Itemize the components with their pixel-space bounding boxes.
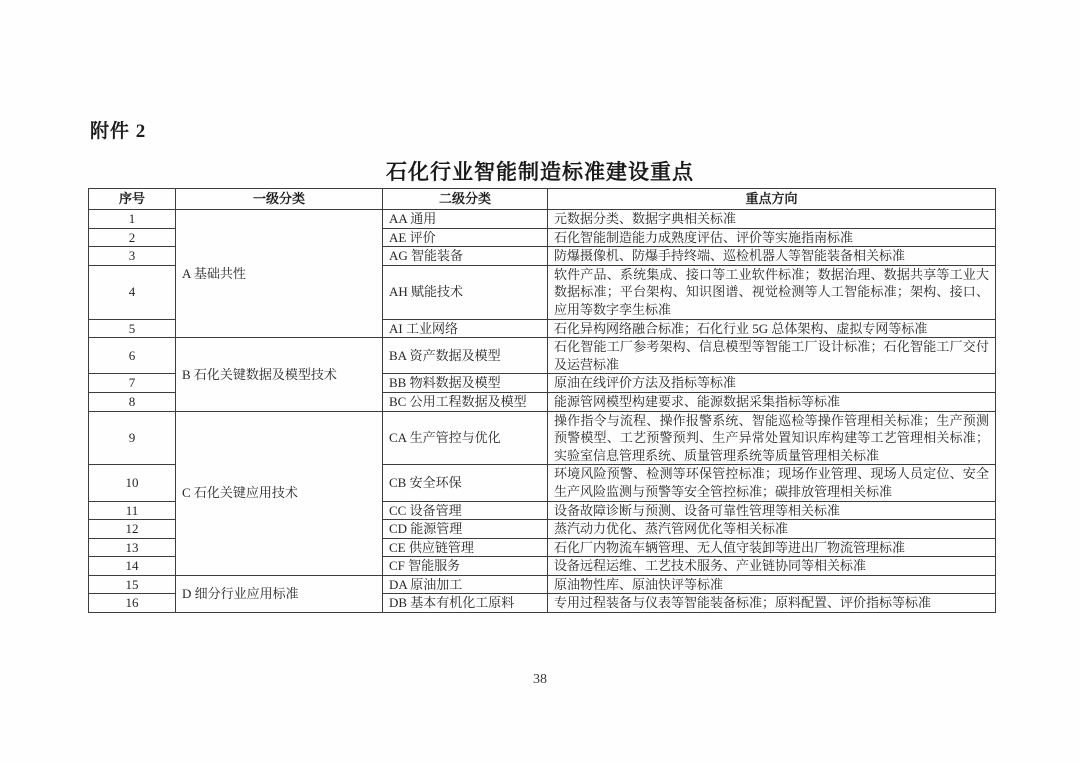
row-no: 12: [89, 520, 176, 539]
focus-cell: 石化智能制造能力成熟度评估、评价等实施指南标准: [548, 228, 996, 247]
table-header-row: [89, 189, 996, 210]
focus-cell: 能源管网模型构建要求、能源数据采集指标等标准: [548, 392, 996, 411]
subcategory-cell: CB 安全环保: [383, 465, 548, 501]
focus-cell: 石化异构网络融合标准；石化行业 5G 总体架构、虚拟专网等标准: [548, 319, 996, 338]
focus-cell: 环境风险预警、检测等环保管控标准；现场作业管理、现场人员定位、安全生产风险监测与预警等安全管控标准；碳排放管理相关标准: [548, 465, 996, 501]
row-no: 16: [89, 594, 176, 613]
subcategory-cell: CD 能源管理: [383, 520, 548, 539]
focus-cell: 原油物性库、原油快评等标准: [548, 575, 996, 594]
row-no: 6: [89, 338, 176, 374]
col-header-category: 一级分类: [176, 189, 383, 210]
row-no: 4: [89, 265, 176, 319]
row-no: 3: [89, 247, 176, 266]
table-row: [89, 338, 996, 374]
focus-cell: 原油在线评价方法及指标等标准: [548, 374, 996, 393]
focus-cell: 设备故障诊断与预测、设备可靠性管理等相关标准: [548, 501, 996, 520]
subcategory-cell: AE 评价: [383, 228, 548, 247]
category-cell: C 石化关键应用技术: [176, 411, 383, 575]
col-header-focus: 重点方向: [548, 189, 996, 210]
focus-cell: 元数据分类、数据字典相关标准: [548, 210, 996, 229]
subcategory-cell: DB 基本有机化工原料: [383, 594, 548, 613]
row-no: 13: [89, 538, 176, 557]
subcategory-cell: BA 资产数据及模型: [383, 338, 548, 374]
row-no: 8: [89, 392, 176, 411]
attachment-label: 附件 2: [90, 121, 147, 142]
subcategory-cell: CC 设备管理: [383, 501, 548, 520]
category-cell: B 石化关键数据及模型技术: [176, 338, 383, 411]
row-no: 14: [89, 557, 176, 576]
subcategory-cell: BB 物料数据及模型: [383, 374, 548, 393]
subcategory-cell: BC 公用工程数据及模型: [383, 392, 548, 411]
subcategory-cell: AI 工业网络: [383, 319, 548, 338]
row-no: 9: [89, 411, 176, 465]
row-no: 1: [89, 210, 176, 229]
category-cell: D 细分行业应用标准: [176, 575, 383, 612]
focus-cell: 设备远程运维、工艺技术服务、产业链协同等相关标准: [548, 557, 996, 576]
col-header-no: 序号: [89, 189, 176, 210]
subcategory-cell: CE 供应链管理: [383, 538, 548, 557]
page-title: 石化行业智能制造标准建设重点: [386, 160, 694, 184]
focus-cell: 防爆摄像机、防爆手持终端、巡检机器人等智能装备相关标准: [548, 247, 996, 266]
focus-cell: 操作指令与流程、操作报警系统、智能巡检等操作管理相关标准；生产预测预警模型、工艺预警预判、生产异常处置知识库构建等工艺管理相关标准；实验室信息管理系统、质量管理系统等质量管理相关标准: [548, 411, 996, 465]
category-cell: A 基础共性: [176, 210, 383, 338]
subcategory-cell: DA 原油加工: [383, 575, 548, 594]
subcategory-cell: CA 生产管控与优化: [383, 411, 548, 465]
focus-cell: 蒸汽动力优化、蒸汽管网优化等相关标准: [548, 520, 996, 539]
col-header-subcategory: 二级分类: [383, 189, 548, 210]
focus-cell: 石化厂内物流车辆管理、无人值守装卸等进出厂物流管理标准: [548, 538, 996, 557]
row-no: 11: [89, 501, 176, 520]
row-no: 15: [89, 575, 176, 594]
focus-cell: 软件产品、系统集成、接口等工业软件标准；数据治理、数据共享等工业大数据标准；平台架构、知识图谱、视觉检测等人工智能标准；架构、接口、应用等数字孪生标准: [548, 265, 996, 319]
row-no: 7: [89, 374, 176, 393]
focus-cell: 石化智能工厂参考架构、信息模型等智能工厂设计标准；石化智能工厂交付及运营标准: [548, 338, 996, 374]
subcategory-cell: CF 智能服务: [383, 557, 548, 576]
page-number: 38: [533, 672, 547, 687]
row-no: 2: [89, 228, 176, 247]
subcategory-cell: AA 通用: [383, 210, 548, 229]
standards-table: [88, 188, 996, 613]
focus-cell: 专用过程装备与仪表等智能装备标准；原料配置、评价指标等标准: [548, 594, 996, 613]
row-no: 10: [89, 465, 176, 501]
row-no: 5: [89, 319, 176, 338]
table-row: [89, 575, 996, 594]
table-row: [89, 411, 996, 465]
subcategory-cell: AG 智能装备: [383, 247, 548, 266]
table-row: [89, 210, 996, 229]
subcategory-cell: AH 赋能技术: [383, 265, 548, 319]
